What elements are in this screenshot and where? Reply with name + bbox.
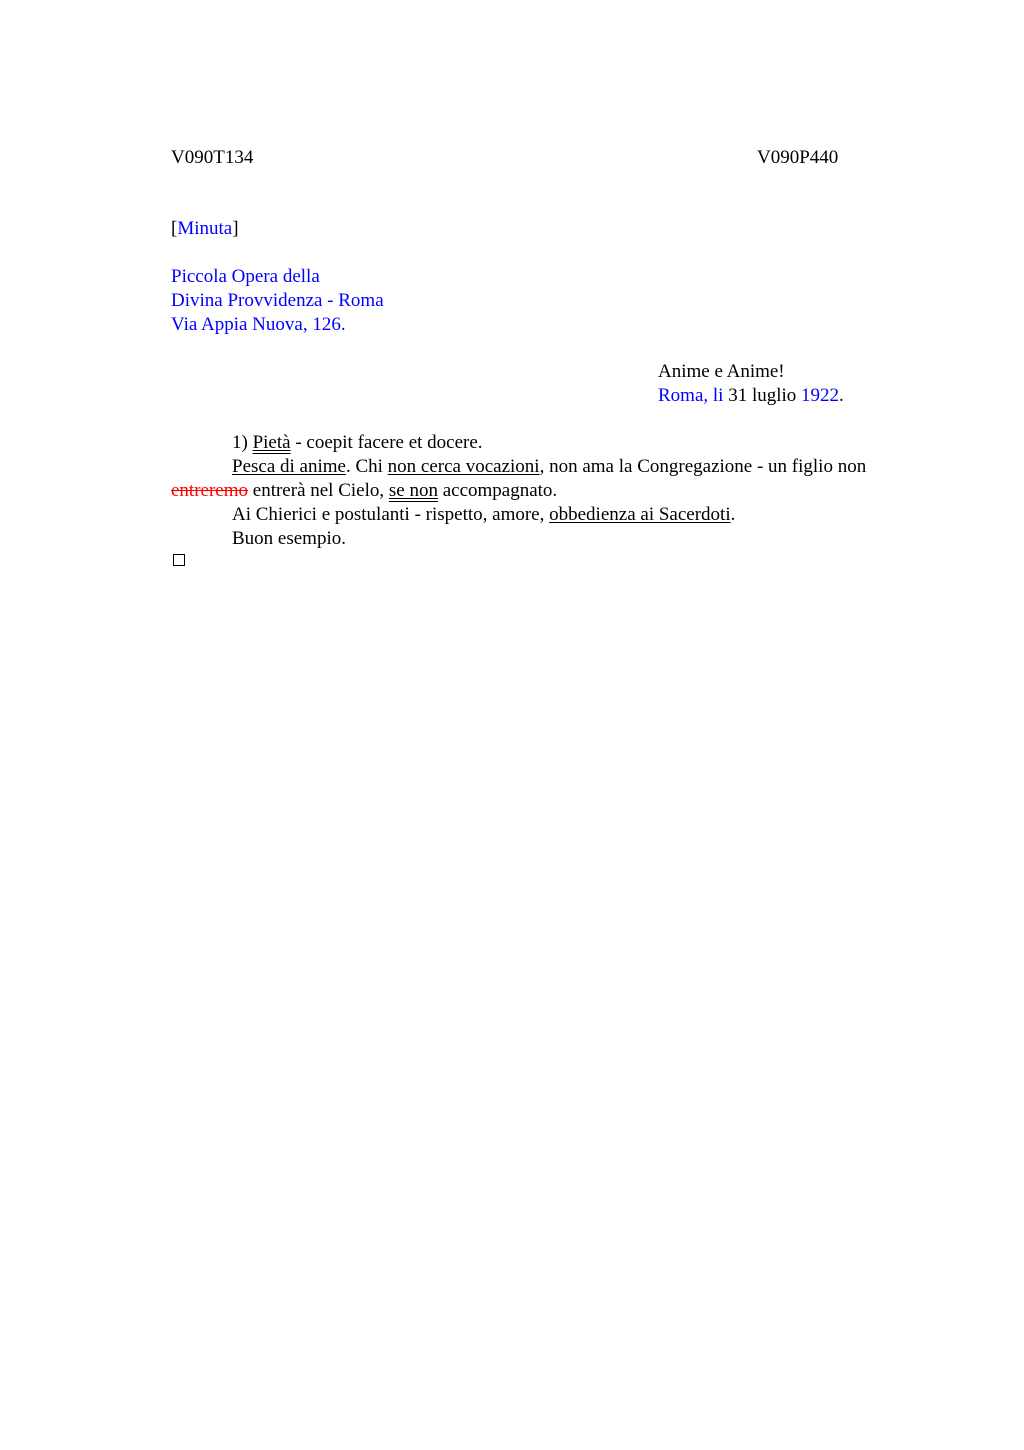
underlined-pieta: Pietà (252, 432, 291, 453)
deleted-word: entreremo (171, 480, 249, 501)
underlined-obbedienza: obbedienza ai Sacerdoti (549, 504, 731, 525)
body-line-4 (171, 503, 931, 527)
document-code-right: V090P440 (757, 147, 839, 168)
square-box-icon (173, 554, 185, 566)
item-number: 1) (232, 432, 253, 453)
minuta-open-bracket: [ (171, 218, 178, 239)
body-line-2 (171, 455, 931, 479)
date-day-month: 31 luglio (723, 385, 802, 406)
minuta-text: Minuta (177, 218, 233, 239)
body-text-segment: accompagnato. (437, 480, 558, 501)
address-line-3: Via Appia Nuova, 126. (171, 314, 346, 335)
underlined-non-cerca-vocazioni: non cerca vocazioni (387, 456, 540, 477)
body-line-5: Buon esempio. (232, 528, 346, 549)
motto: Anime e Anime! (658, 361, 785, 382)
body-line-1 (171, 431, 931, 455)
motto-and-date (658, 360, 844, 408)
body-text-segment: Ai Chierici e postulanti - rispetto, amore, (232, 504, 550, 525)
body-text-segment: - coepit facere et docere. (290, 432, 483, 453)
minuta-close-bracket: ] (232, 218, 239, 239)
document-code-left: V090T134 (171, 147, 254, 168)
address-line-2: Divina Provvidenza - Roma (171, 290, 384, 311)
body-text-segment: . Chi (345, 456, 388, 477)
date-place: Roma, li (658, 385, 724, 406)
letter-body (171, 431, 931, 551)
letterhead-address (171, 265, 384, 337)
underlined-se-non: se non (388, 480, 438, 501)
minuta-label (171, 217, 239, 241)
underlined-pesca-di-anime: Pesca di anime (232, 456, 346, 477)
date-year: 1922 (801, 385, 840, 406)
body-line-3 (171, 479, 931, 503)
body-text-segment: , non ama la Congregazione - un figlio non (539, 456, 867, 477)
date-period: . (839, 385, 844, 406)
address-line-1: Piccola Opera della (171, 266, 320, 287)
date-line (658, 384, 844, 408)
body-text-segment: . (730, 504, 736, 525)
body-text-segment: entrerà nel Cielo, (248, 480, 389, 501)
